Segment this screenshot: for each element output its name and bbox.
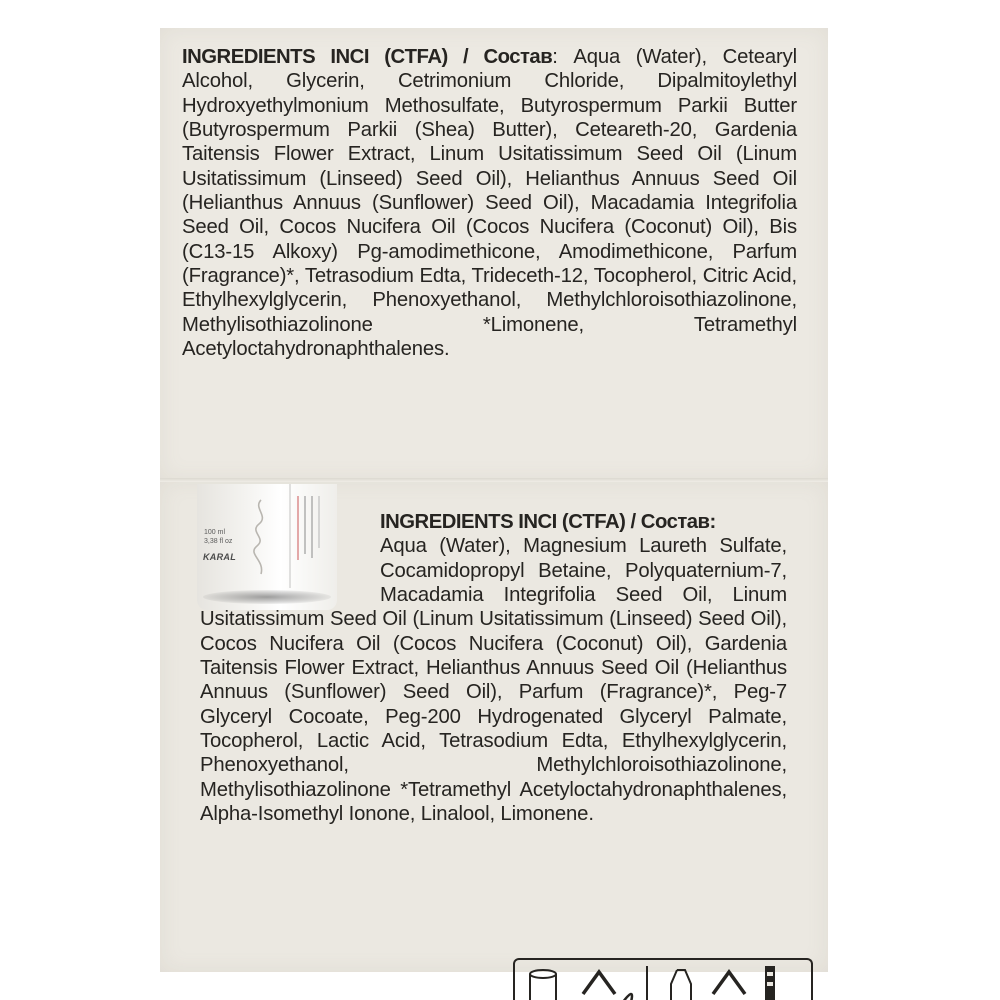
bottle-volume-oz: 3,38 fl oz	[204, 538, 233, 545]
top-ingredients-text: INGREDIENTS INCI (CTFA) / Состав: Aqua (Water), Cetearyl Alcohol, Glycerin, Cetrimonium Chloride, Dipalmitoylethyl Hydroxyethylmonium Methosulfate, Butyrospermum Parkii Butter (Butyrospermum Parkii (Shea) Butter), Ceteareth-20, Gardenia Taitensis Flower Extract, Linum Usitatissimum Seed Oil (Linum Usitatissimum (Linseed) Seed Oil), Helianthus Annuus Seed Oil (Helianthus Annuus (Sunflower) Seed Oil), Macadamia Integrifolia Seed Oil, Cocos Nucifera Oil (Cocos Nucifera (Coconut) Oil), Bis (C13-15 Alkoxy) Pg-amodimethicone, Amodimethicone, Parfum (Fragrance)*, Tetrasodium Edta, Trideceth-12, Tocopherol, Citric Acid, Ethylhexylglycerin, Phenoxyethanol, Methylchloroisothiazolinone, Methylisothiazolinone *Limonene, Tetramethyl Acetyloctahydronaphthalenes.	[182, 46, 797, 361]
bottle-outline-icon	[530, 970, 556, 1000]
packaging-symbols-box	[513, 958, 813, 1000]
tube-outline-icon	[671, 970, 691, 1000]
panel-seam	[160, 478, 828, 482]
bottom-ingredients-heading: INGREDIENTS INCI (CTFA) / Состав:	[380, 511, 716, 533]
bottle-brand-logo: KARAL	[203, 552, 236, 562]
recycle-triangle-icon	[713, 966, 775, 1000]
bottom-ingredients-text	[200, 510, 787, 826]
packaging-symbols	[515, 960, 813, 1000]
image-wrap-spacer	[200, 510, 380, 595]
top-ingredients-list: Aqua (Water), Cetearyl Alcohol, Glycerin, Cetrimonium Chloride, Dipalmitoylethyl Hydroxyethylmonium Methosulfate, Butyrospermum Parkii Butter (Butyrospermum Parkii (Shea) Butter), Ceteareth-20, Gardenia Taitensis Flower Extract, Linum Usitatissimum Seed Oil (Linum Usitatissimum (Linseed) Seed Oil), Helianthus Annuus Seed Oil (Helianthus Annuus (Sunflower) Seed Oil), Macadamia Integrifolia Seed Oil, Cocos Nucifera Oil (Cocos Nucifera (Coconut) Oil), Bis (C13-15 Alkoxy) Pg-amodimethicone, Amodimethicone, Parfum (Fragrance)*, Tetrasodium Edta, Trideceth-12, Tocopherol, Citric Acid, Ethylhexylglycerin, Phenoxyethanol, Methylchloroisothiazolinone, Methylisothiazolinone *Limonene, Tetramethyl Acetyloctahydronaphthalenes.	[182, 46, 797, 361]
top-ingredients-heading: INGREDIENTS INCI (CTFA) / Состав	[182, 46, 553, 68]
recycle-triangle-icon	[583, 972, 632, 1000]
bottom-ingredients-list: Aqua (Water), Magnesium Laureth Sulfate, Cocamidopropyl Betaine, Polyquaternium-7, Macadamia Integrifolia Seed Oil, Linum Usitatissimum Seed Oil (Linum Usitatissimum (Linseed) Seed Oil), Cocos Nucifera Oil (Cocos Nucifera (Coconut) Oil), Gardenia Taitensis Flower Extract, Helianthus Annuus Seed Oil (Helianthus Annuus (Sunflower) Seed Oil), Parfum (Fragrance)*, Peg-7 Glyceryl Cocoate, Peg-200 Hydrogenated Glyceryl Palmate, Tocopherol, Lactic Acid, Tetrasodium Edta, Ethylhexylglycerin, Phenoxyethanol, Methylchloroisothiazolinone, Methylisothiazolinone *Tetramethyl Acetyloctahydronaphthalenes, Alpha-Isomethyl Ionone, Linalool, Limonene.	[200, 535, 787, 826]
bottle-volume-ml: 100 ml	[204, 529, 226, 536]
